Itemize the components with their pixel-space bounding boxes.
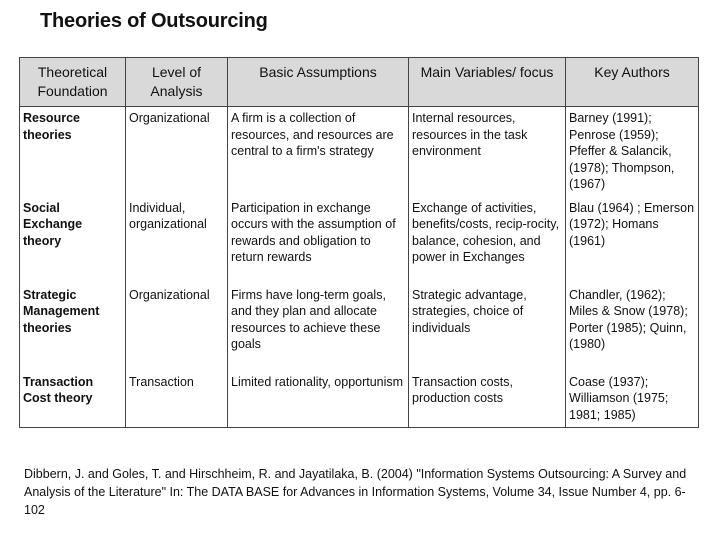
cell-level: Organizational (126, 107, 228, 197)
cell-theory: Resource theories (20, 107, 126, 197)
page-title: Theories of Outsourcing (40, 10, 268, 32)
cell-authors: Chandler, (1962); Miles & Snow (1978); Porter (1985); Quinn, (1980) (566, 284, 699, 371)
cell-variables: Transaction costs, production costs (409, 371, 566, 428)
header-key-authors: Key Authors (566, 58, 699, 107)
cell-assumptions: A firm is a collection of resources, and resources are central to a firm's strategy (228, 107, 409, 197)
header-basic-assumptions: Basic Assumptions (228, 58, 409, 107)
table-row (20, 107, 699, 197)
cell-theory: Social Exchange theory (20, 197, 126, 284)
cell-authors: Coase (1937); Williamson (1975; 1981; 1985) (566, 371, 699, 428)
table-row (20, 371, 699, 428)
cell-theory: Transaction Cost theory (20, 371, 126, 428)
table-row (20, 197, 699, 284)
cell-assumptions: Limited rationality, opportunism (228, 371, 409, 428)
header-level-of-analysis: Level of Analysis (126, 58, 228, 107)
cell-level: Individual, organizational (126, 197, 228, 284)
cell-level: Organizational (126, 284, 228, 371)
cell-theory: Strategic Management theories (20, 284, 126, 371)
cell-variables: Exchange of activities, benefits/costs, recip-rocity, balance, cohesion, and power in Exchanges (409, 197, 566, 284)
header-main-variables: Main Variables/ focus (409, 58, 566, 107)
source-citation: Dibbern, J. and Goles, T. and Hirschheim, R. and Jayatilaka, B. (2004) "Information Systems Outsourcing: A Survey and Analysis of the Literature" In: The DATA BASE for Advances in Information Systems, Volume 34, Issue Number 4, pp. 6-102 (24, 467, 687, 517)
theories-table (19, 57, 699, 428)
cell-authors: Blau (1964) ; Emerson (1972); Homans (1961) (566, 197, 699, 284)
cell-assumptions: Participation in exchange occurs with the assumption of rewards and obligation to return rewards (228, 197, 409, 284)
header-theoretical-foundation: Theoretical Foundation (20, 58, 126, 107)
table-row (20, 284, 699, 371)
cell-variables: Internal resources, resources in the task environment (409, 107, 566, 197)
cell-level: Transaction (126, 371, 228, 428)
cell-variables: Strategic advantage, strategies, choice of individuals (409, 284, 566, 371)
cell-assumptions: Firms have long-term goals, and they plan and allocate resources to achieve these goals (228, 284, 409, 371)
table-header-row (20, 58, 699, 107)
cell-authors: Barney (1991); Penrose (1959); Pfeffer & Salancik, (1978); Thompson, (1967) (566, 107, 699, 197)
